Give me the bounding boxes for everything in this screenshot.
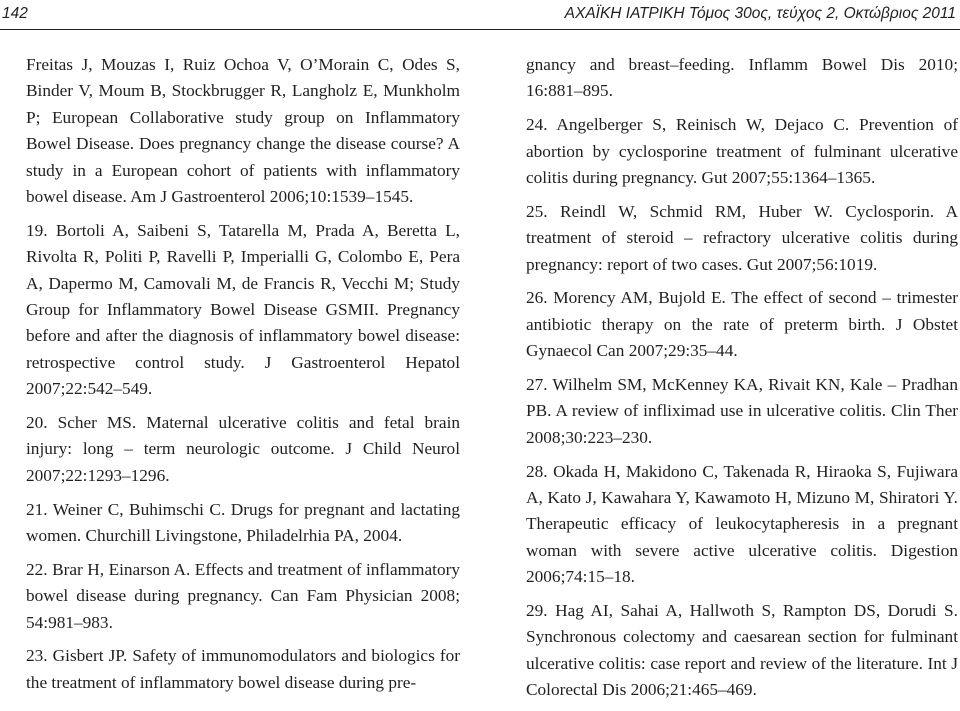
header-rule	[0, 29, 960, 30]
reference-entry	[526, 598, 958, 704]
left-column	[26, 52, 460, 704]
reference-entry	[526, 52, 958, 105]
reference-number: 28.	[526, 461, 554, 481]
reference-entry	[26, 557, 460, 636]
reference-text: Okada H, Makidono C, Takenada R, Hiraoka S, Fujiwara A, Kato J, Kawahara Y, Kawamoto H, Mizuno M, Shiratori Y. Therapeutic efficacy of leukocytapheresis in a pregnant woman with severe active ulcerative colitis. Digestion 2006;74:15–18.	[526, 461, 959, 587]
reference-text: Hag AI, Sahai A, Hallwoth S, Rampton DS, Dorudi S. Synchronous colectomy and caesarean section for fulminant ulcerative colitis: case report and review of the literature. Int J Colorectal Dis 2006;21:465–469.	[526, 601, 958, 700]
reference-text: Reindl W, Schmid RM, Huber W. Cyclosporin. A treatment of steroid – refractory ulcerative colitis during pregnancy: report of two cases. Gut 2007;56:1019.	[526, 201, 958, 274]
reference-number: 29.	[526, 601, 556, 621]
reference-text: Weiner C, Buhimschi C. Drugs for pregnant and lactating women. Churchill Livingstone, Philadelrhia PA, 2004.	[26, 499, 460, 546]
reference-number: 24.	[526, 115, 557, 135]
reference-text: gnancy and breast–feeding. Inflamm Bowel Dis 2010; 16:881–895.	[526, 55, 958, 101]
reference-number: 20.	[26, 413, 58, 433]
reference-number: 19.	[26, 220, 56, 240]
reference-number: 25.	[526, 201, 561, 221]
reference-text: Gisbert JP. Safety of immunomodulators and biologics for the treatment of inflammatory bowel disease during pre-	[26, 646, 460, 692]
reference-entry	[26, 218, 460, 403]
page-number: 142	[2, 5, 28, 22]
running-header	[0, 0, 960, 36]
reference-text: Angelberger S, Reinisch W, Dejaco C. Prevention of abortion by cyclosporine treatment of fulminant ulcerative colitis during pregnancy. Gut 2007;55:1364–1365.	[526, 115, 959, 188]
reference-text: Freitas J, Mouzas I, Ruiz Ochoa V, O’Morain C, Odes S, Binder V, Moum B, Stockbrugger R, Langholz E, Munkholm P; European Collaborative study group on Inflammatory Bowel Disease. Does pregnancy change the disease course? A study in a European cohort of patients with inflammatory bowel disease. Am J Gastroenterol 2006;10:1539–1545.	[26, 55, 460, 207]
reference-entry	[526, 372, 958, 451]
reference-text: Bortoli A, Saibeni S, Tatarella M, Prada A, Beretta L, Rivolta R, Politi P, Ravelli P, Imperialli G, Colombo E, Pera A, Dapermo M, Camovali M, de Francis R, Vecchi M; Study Group for Inflammatory Bowel Disease GSMII. Pregnancy before and after the diagnosis of inflammatory bowel disease: retrospective control study. J Gastroenterol Hepatol 2007;22:542–549.	[26, 220, 461, 399]
reference-entry	[26, 410, 460, 489]
reference-entry	[526, 285, 958, 364]
reference-entry	[526, 112, 958, 191]
reference-entry	[526, 199, 958, 278]
journal-info: ΑΧΑΪΚΗ ΙΑΤΡΙΚΗ Τόμος 30ος, τεύχος 2, Οκτώβριος 2011	[564, 5, 956, 22]
reference-entry	[26, 497, 460, 550]
reference-entry	[26, 52, 460, 210]
reference-text: Brar H, Einarson A. Effects and treatment of inflammatory bowel disease during pregnancy. Can Fam Physician 2008; 54:981–983.	[26, 559, 461, 632]
reference-text: Morency AM, Bujold E. The effect of second – trimester antibiotic therapy on the rate of preterm birth. J Obstet Gynaecol Can 2007;29:35–44.	[526, 288, 959, 361]
reference-text: Scher MS. Maternal ulcerative colitis and fetal brain injury: long – term neurologic outcome. J Child Neurol 2007;22:1293–1296.	[26, 413, 461, 485]
right-column	[526, 52, 958, 711]
reference-entry	[526, 459, 958, 591]
reference-entry	[26, 643, 460, 696]
reference-number: 21.	[26, 499, 53, 519]
reference-text: Wilhelm SM, McKenney KA, Rivait KN, Kale – Pradhan PB. A review of infliximad use in ulcerative colitis. Clin Ther 2008;30:223–230.	[526, 375, 958, 447]
reference-number: 22.	[26, 559, 53, 579]
reference-number: 27.	[526, 375, 553, 395]
reference-number: 26.	[526, 288, 554, 308]
reference-number: 23.	[26, 646, 53, 666]
